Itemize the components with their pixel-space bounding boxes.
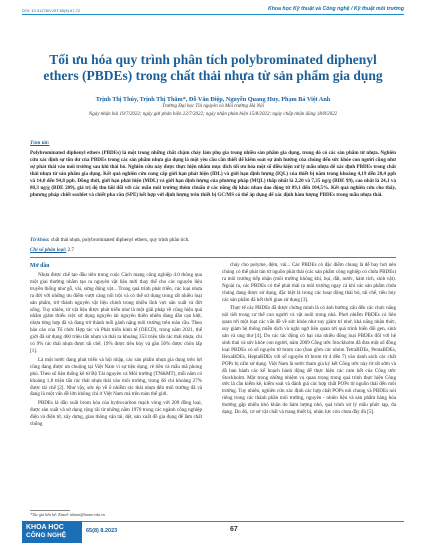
logo-line1: KHOA HỌC <box>26 524 64 531</box>
footer-divider <box>82 521 404 522</box>
right-column <box>222 262 396 418</box>
paragraph: cháy cho polyme, đệm, vải... Các PBDEs có đặc điểm chung là dễ bay hơi nên chúng có thể phát tán từ nguồn phát thải (các sản phẩm công nghiệp có chứa PBDEs) ra môi trường tiếp nhận (môi trường không khí, bụi, đất, nước, hàm tích, sinh vật). Ngoài ra, các PBDEs có thể phát thải ra môi trường ngay cả khi các sản phẩm chứa chúng đang được sử dụng, đặc biệt là trong các hoạt động thải bỏ, tái chế, tiêu hủy các sản phẩm đã hết thời gian sử dụng [3]. <box>222 262 396 303</box>
subject-value: 2.7 <box>67 247 75 253</box>
abstract-heading: Tóm tắt: <box>30 140 50 146</box>
left-column <box>30 272 202 430</box>
abstract-divider <box>30 257 396 258</box>
page-footer <box>22 521 404 543</box>
paragraph: PBDEs là dẫn xuất brom hóa của hydrocarbon mạch vòng với 209 đồng loại, được sản xuất và sử dụng rộng rãi từ những năm 1970 trong các ngành công nghiệp điện và điện tử, xây dựng, giao thông vận tải, dệt, sản xuất đồ gia dụng để làm chất chống <box>30 400 202 428</box>
submission-dates: Ngày nhận bài 19/7/2022; ngày gửi phản biện 22/7/2022; ngày nhận phản biện 15/8/2022; ngày chấp nhận đăng 18/8/2022 <box>88 112 338 117</box>
abstract-text: Polybrominated diphenyl ethers (PBDEs) là một trong những chất chậm cháy làm phụ gia trong nhiều sản phẩm gia dụng, trong đó có các sản phẩm từ nhựa. Nghiên cứu xác định sự tồn dư của PBDEs trong các sản phẩm nhựa gia dụng là một yêu cầu cần thiết để kiểm soát sự ảnh hưởng của chúng đến sức khỏe con người cũng như sự phát thải vào môi trường sau khi thải bỏ. Nghiên cứu này được thực hiện nhằm mục đích tối ưu hóa một số điều kiện xử lý mẫu nhựa để xác định PBDEs trong chất thải nhựa từ sản phẩm gia dụng. Kết quả nghiên cứu cung cấp giới hạn phát hiện (IDL) và giới hạn định lượng (IQL) của thiết bị nằm trong khoảng 4,19 đến 28,4 ppb và 14,0 đến 94,8 ppb. Đồng thời, giới hạn phát hiện (MDL) và giới hạn định lượng của phương pháp (MQL) thấp nhất là 2,20 và 7,35 ng/g (BDE 99), cao nhất là 24,1 và 80,3 ng/g (BDE 209), giá trị độ thu hồi đối với các mẫu môi trường thêm chuẩn ở các nồng độ khác nhau dao động từ 89,1 đến 104,5%. Kết quả nghiên cứu cho thấy, phương pháp chiết soxhlet và chiết pha rắn (SPE) kết hợp với định lượng trên thiết bị GC/MS có thể áp dụng để xác định hàm lượng PBDEs trong mẫu nhựa thải. <box>30 150 396 198</box>
footnote-divider <box>30 510 70 511</box>
issue-number: 65(8) 8.2023 <box>86 528 118 534</box>
corresponding-author-note: *Tác giả liên hệ: Email: tthamt@hunre.edu.vn <box>30 512 105 517</box>
journal-logo <box>22 521 82 543</box>
header-divider <box>22 14 404 15</box>
keywords <box>30 237 396 244</box>
paragraph: Thực tế các PBDEs đã được chứng minh là có ảnh hưởng xấu đến các chức năng nội tiết trong cơ thể con người và vật nuôi trong nhà. Phơi nhiễm PBDEs có liên quan tới một loạt các vấn đề về sức khỏe như suy giảm trí nhớ, khả năng nhận thức, suy giảm hệ thống miễn dịch và nghi ngờ liên quan tới quá trình biến đổi gen, sinh sản và ung thư [4]. Do các tác động có hại của nhiều đồng loại PBDEs đối với hệ sinh thái và sức khỏe con người, năm 2009 Công ước Stockholm đã đưa một số đồng loại PBDEs có số nguyên tử brom cao (bao gồm các nhóm TetraBDEs, PentaBDEs, HexaBDEs, HeptaBDEs với số nguyên tử brom từ 4 đến 7) vào danh sách các chất POPs bị cấm sử dụng. Việt Nam là nước tham gia ký kết Công ước này từ rất sớm và đã ban hành các kế hoạch hành động để thực hiện các cam kết của Công ước Stockholm. Một trong những nhiệm vụ quan trọng trong quá trình thực hiện Công ước là cần kiểm kê, kiểm soát và đánh giá các hợp chất POPs từ nguồn thải đến môi trường. Tuy nhiên, nghiên cứu xác định các hợp chất POPs nói chung và PBDEs nói riêng trong các thành phần môi trường, nguyên - nhiên liệu và sản phẩm hàng hóa thường gặp nhiều khó khăn do hàm lượng nhỏ, quá trình xử lý mẫu phức tạp, đa dạng. Do đó, cơ sở vật chất và trang thiết bị, nhân lực còn chưa đầy đủ [5]. <box>222 305 396 416</box>
intro-heading: Mở đầu <box>30 263 50 269</box>
article-title: Tối ưu hóa quy trình phân tích polybrominated diphenyl ethers (PBDEs) trong chất thải nhựa từ sản phẩm gia dụng <box>43 52 383 83</box>
page-number: 67 <box>230 526 238 533</box>
journal-section: Khoa học Kỹ thuật và Công nghệ / Kỹ thuật môi trường <box>267 6 404 12</box>
subject-classification <box>30 247 74 253</box>
logo-line2: CÔNG NGHỆ <box>26 532 67 539</box>
paragraph: Nhựa được chế tạo đầu tiên trong cuộc Cách mạng công nghiệp 4.0 thông qua một giai thường nhằm tạo ra nguyên vật liệu mới thay thế cho các nguyên liệu truyền thống như gỗ, vải, sừng động vật... Trong quá trình phát triển, các loại nhựa ra đời với những ưu điểm vượt càng nổi trội và có thể sử dụng trong rất nhiều loại sản phẩm, trở thành nguyên vật liệu chính trong nhiều lĩnh vực sản xuất và đời sống. Tuy nhiên, từ vật liệu được phát triển như là một giải pháp về cũng hiệu quả nhằm giảm thiểu việc sử dụng nguyên tài nguyên thiên nhiên đang dần cạn kiệt, nhựa từng hợp đã và đang trở thành mối gánh nặng môi trường trên toàn cầu. Theo báo cáo của Tổ chức Hợp tác và Phát triển kinh tế (OECD), trong năm 2021, thế giới đã sử dụng 460 triệu tấn nhựa và thải ra khoảng 353 triệu tấn rác thải nhựa, chỉ có 9% rác thải nhựa được tái chế, 19% được tiêu hủy và gần 50% được chôn lấp [1]. <box>30 272 202 354</box>
keywords-label: Từ khóa: <box>30 237 50 243</box>
doi-text: DOI: 10.31276/VJST.65(8).67-72 <box>22 8 81 13</box>
paragraph: Là một nước đang phát triển và hội nhập, các sản phẩm nhựa gia dụng trên lợi cũng đang được ưa chuộng tại Việt Nam vì sự tiện dụng, rẻ tiền và mẫu mã phong phú. Theo số liệu thống kê từ Bộ Tài nguyên và Môi trường (TN&MT), mỗi năm có khoảng 1,8 triệu tấn rác thải nhựa thải vào môi trường, trong đó chỉ khoảng 27% được tái chế [2]. Như vậy, sức ép về ô nhiễm rác thải nhựa đến môi trường đã và đang là một vấn đề lớn không chỉ ở Việt Nam mà trên toàn thế giới. <box>30 356 202 398</box>
author-list: Trịnh Thị Thúy, Trịnh Thị Thắm*, Đỗ Văn Điệp, Nguyễn Quang Huy, Phạm Bá Việt Anh <box>95 96 331 103</box>
keywords-text: chất thải nhựa, polybrominated diphenyl ethers, quy trình phân tích. <box>50 237 190 243</box>
affiliation: Trường Đại học Tài nguyên và Môi trường Hà Nội <box>162 104 264 109</box>
subject-label: Chỉ số phân loại: <box>30 247 67 253</box>
